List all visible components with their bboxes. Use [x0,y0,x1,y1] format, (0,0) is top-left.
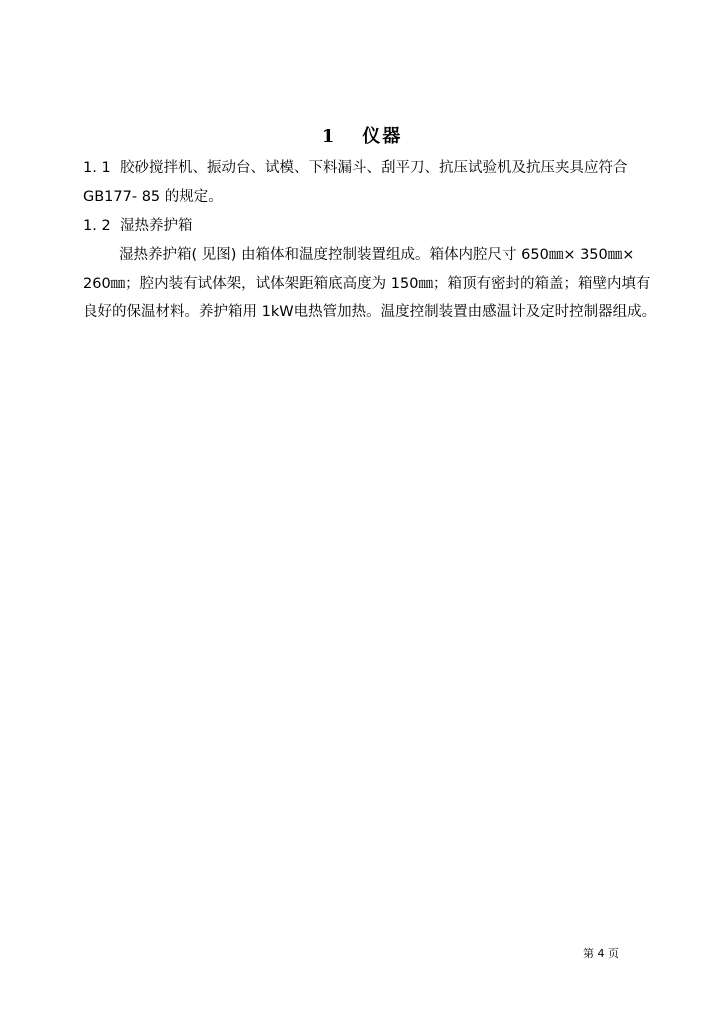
paragraph-line-1: 湿热养护箱( 见图) 由箱体和温度控制装置组成。箱体内腔尺寸 650㎜× 350㎜× [119,247,635,263]
chapter-heading [0,122,724,148]
page-number: 第 4 页 [583,947,619,960]
section-1-2-heading [83,216,193,236]
section-text: 胶砂搅拌机、振动台、试模、下料漏斗、刮平刀、抗压试验机及抗压夹具应符合 [120,160,628,176]
section-number: 1. 2 [83,218,111,234]
paragraph-line-3: 良好的保温材料。养护箱用 1kW电热管加热。温度控制装置由感温计及定时控制器组成。 [83,304,657,320]
section-1-1-line-2: GB177- 85 的规定。 [83,189,223,205]
paragraph-line-2: 260㎜；腔内装有试体架，试体架距箱底高度为 150㎜；箱顶有密封的箱盖；箱壁内填有 [83,276,651,292]
section-title: 湿热养护箱 [120,218,193,234]
chapter-title: 仪器 [362,126,403,147]
chapter-number: 1 [321,126,337,147]
section-number: 1. 1 [83,160,111,176]
section-1-1-line-1 [83,158,628,178]
